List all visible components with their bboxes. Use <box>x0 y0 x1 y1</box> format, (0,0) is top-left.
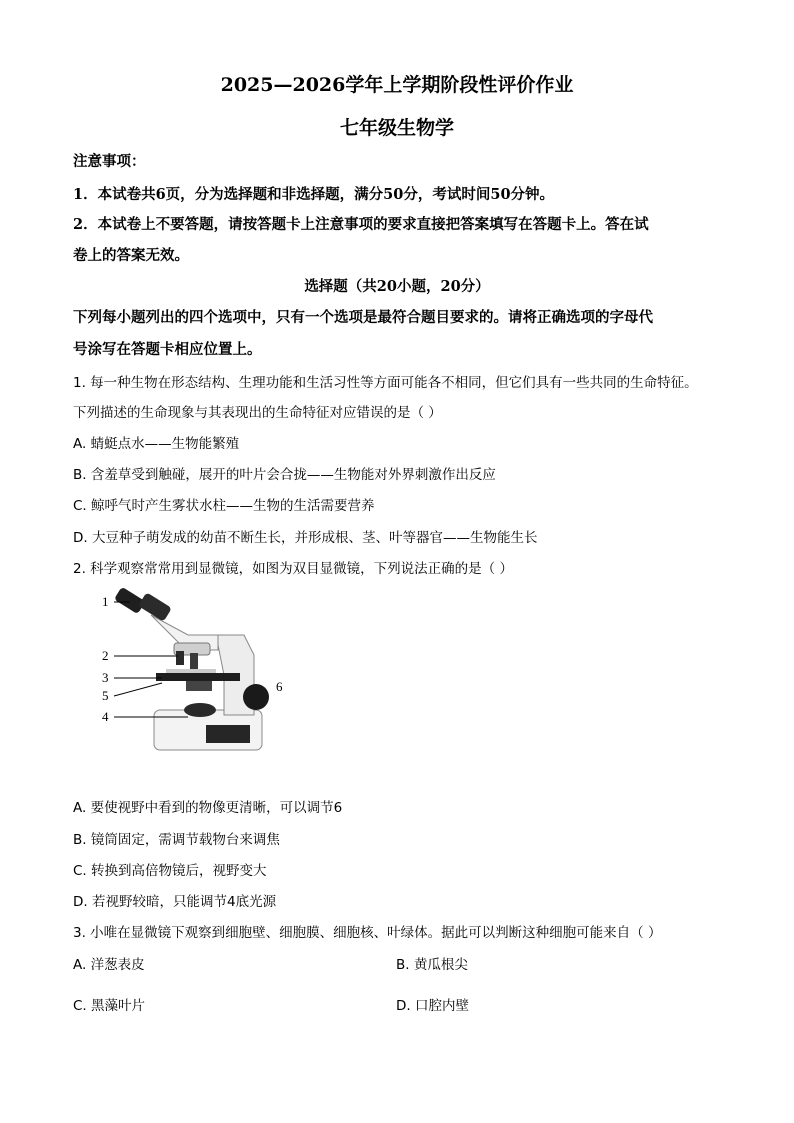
light-source <box>184 703 216 717</box>
notice-heading: 注意事项： <box>73 153 146 170</box>
eyepiece-left <box>114 587 146 615</box>
section-heading: 选择题（共20小题，20分） <box>304 278 490 295</box>
question-1-stem-line-1: 1. 每一种生物在形态结构、生理功能和生活习性等方面可能各不相同，但它们具有一些共同的生命特征。 <box>73 375 698 391</box>
microscope-base-panel <box>206 725 250 743</box>
exam-subtitle: 七年级生物学 <box>339 117 454 139</box>
condenser <box>186 681 212 691</box>
microscope-figure <box>96 585 296 760</box>
question-1-option-d: D. 大豆种子萌发成的幼苗不断生长，并形成根、茎、叶等器官——生物能生长 <box>73 530 538 546</box>
question-2-option-c: C. 转换到高倍物镜后，视野变大 <box>73 863 267 879</box>
question-3-option-a: A. 洋葱表皮 <box>73 957 145 973</box>
objective-lens <box>176 651 184 665</box>
microscope-stage <box>156 673 240 681</box>
section-instruction-line-2: 号涂写在答题卡相应位置上。 <box>73 341 262 358</box>
notice-item-1: 1．本试卷共6页，分为选择题和非选择题，满分50分，考试时间50分钟。 <box>73 186 555 203</box>
leader-line-5 <box>114 683 162 696</box>
exam-title: 2025—2026学年上学期阶段性评价作业 <box>220 74 574 96</box>
question-1-option-a: A. 蜻蜓点水——生物能繁殖 <box>73 436 240 452</box>
notice-item-2-line-1: 2．本试卷上不要答题，请按答题卡上注意事项的要求直接把答案填写在答题卡上。答在试 <box>73 216 649 233</box>
question-1-stem-line-2: 下列描述的生命现象与其表现出的生命特征对应错误的是（ ） <box>73 405 442 421</box>
question-3-stem: 3. 小唯在显微镜下观察到细胞壁、细胞膜、细胞核、叶绿体。据此可以判断这种细胞可能来自（ ） <box>73 925 662 941</box>
question-2-option-b: B. 镜筒固定，需调节载物台来调焦 <box>73 832 280 848</box>
question-3-option-c: C. 黑藻叶片 <box>73 998 146 1014</box>
figure-label-3: 3 <box>102 670 109 685</box>
figure-label-4: 4 <box>102 709 109 724</box>
focus-knob <box>243 684 269 710</box>
question-2-option-d: D. 若视野较暗，只能调节4底光源 <box>73 894 277 910</box>
figure-label-1: 1 <box>102 594 109 609</box>
question-2-stem: 2. 科学观察常常用到显微镜，如图为双目显微镜，下列说法正确的是（ ） <box>73 561 513 577</box>
question-1-option-c: C. 鲸呼气时产生雾状水柱——生物的生活需要营养 <box>73 498 375 514</box>
notice-item-2-line-2: 卷上的答案无效。 <box>73 247 189 264</box>
figure-label-2: 2 <box>102 648 109 663</box>
question-2-option-a: A. 要使视野中看到的物像更清晰，可以调节6 <box>73 800 343 816</box>
objective-lens <box>190 653 198 669</box>
figure-label-6: 6 <box>276 679 283 694</box>
question-3-option-d: D. 口腔内壁 <box>396 998 469 1014</box>
figure-label-5: 5 <box>102 688 109 703</box>
question-3-option-b: B. 黄瓜根尖 <box>396 957 468 973</box>
section-instruction-line-1: 下列每小题列出的四个选项中，只有一个选项是最符合题目要求的。请将正确选项的字母代 <box>73 309 653 326</box>
question-1-option-b: B. 含羞草受到触碰，展开的叶片会合拢——生物能对外界刺激作出反应 <box>73 467 496 483</box>
stage-clip <box>166 669 216 673</box>
